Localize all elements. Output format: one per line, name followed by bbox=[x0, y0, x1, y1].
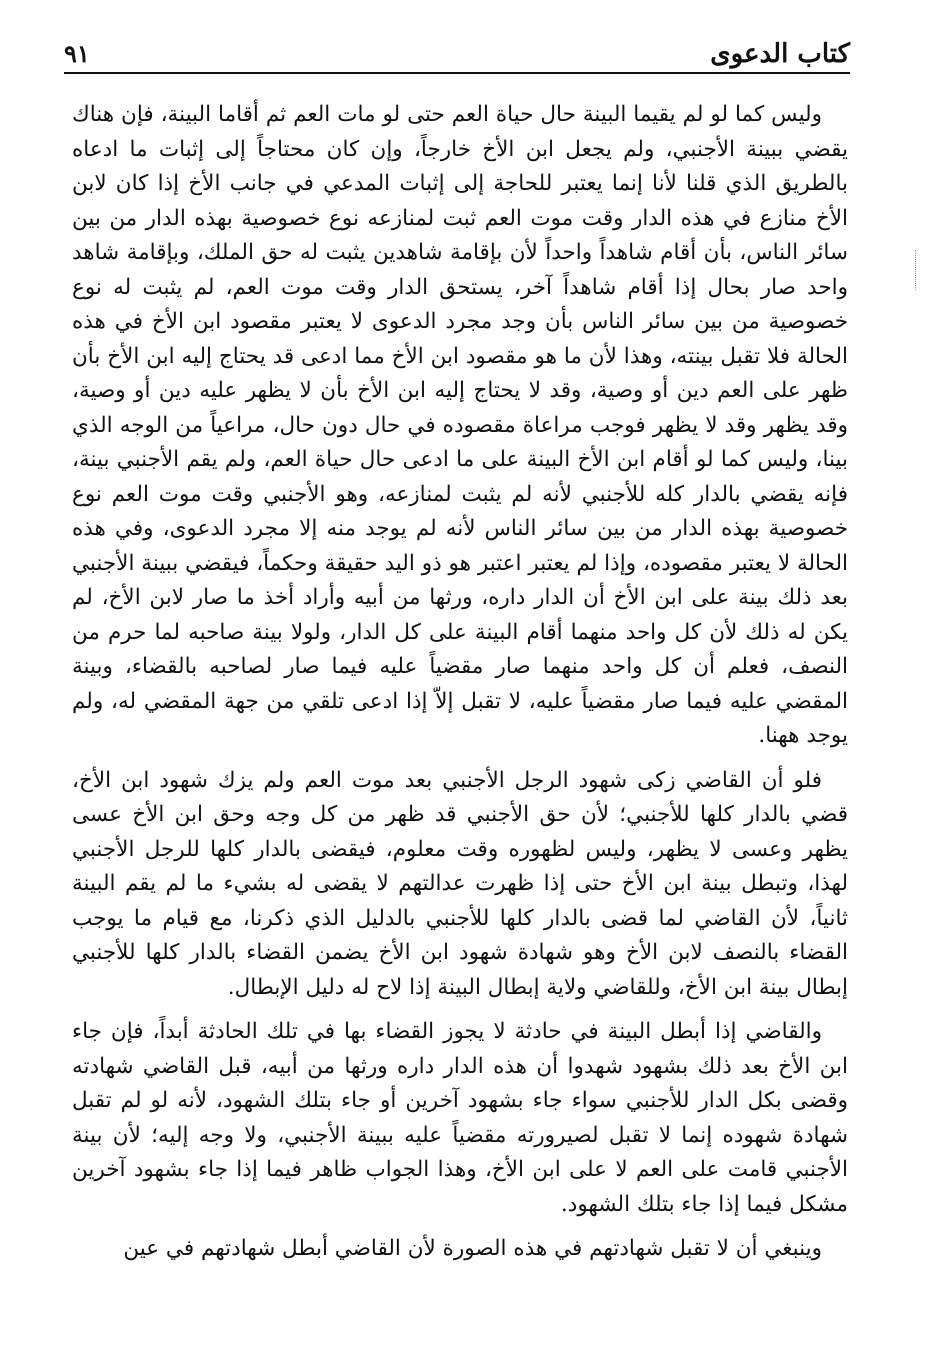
body-text bbox=[72, 98, 848, 1267]
running-title: كتاب الدعوى bbox=[710, 39, 850, 69]
paragraph-4: وينبغي أن لا تقبل شهادتهم في هذه الصورة لأن القاضي أبطل شهادتهم في عين bbox=[123, 1236, 822, 1261]
paragraph-1: وليس كما لو لم يقيما البينة حال حياة العم حتى لو مات العم ثم أقاما البينة، فإن هناك يقضي ببينة الأجنبي، ولم يجعل ابن الأخ خارجاً، وإن كان محتاجاً إلى إثبات ما ادعاه بالطريق الذي قلنا لأنا إنما يعتبر للحاجة إلى إثبات المدعي في جانب الأخ إذا كان لابن الأخ منازع في هذه الدار وقت موت العم ثبت لمنازعه نوع خصوصية بهذه الدار من بين سائر الناس، بأن أقام شاهداً واحداً لأن بإقامة شاهدين يثبت له حق الملك، وبإقامة شاهد واحد صار بحال إذا أقام شاهداً آخر، يستحق الدار وقت موت العم، لم يثبت له نوع خصوصية من بين سائر الناس بأن وجد مجرد الدعوى لا يعتبر مقصود ابن الأخ في هذه الحالة فلا تقبل بينته، وهذا لأن ما هو مقصود ابن الأخ مما ادعى قد يحتاج إليه ابن الأخ بأن ظهر على العم دين أو وصية، وقد لا يحتاج إليه ابن الأخ بأن لا يظهر عليه دين أو وصية، وقد يظهر وقد لا يظهر فوجب مراعاة مقصوده في حال دون حال، مراعياً من الوجه الذي بينا، وليس كما لو أقام ابن الأخ البينة على ما ادعى حال حياة العم، ولم يقم الأجنبي بينة، فإنه يقضي بالدار كله للأجنبي لأنه لم يثبت لمنازعه، وهو الأجنبي وقت موت العم نوع خصوصية بهذه الدار من بين سائر الناس لأنه لم يوجد منه إلا مجرد الدعوى، وفي هذه الحالة لا يعتبر مقصوده، وإذا لم يعتبر اعتبر هو ذو اليد حقيقة وحكماً، فيقضي ببينة الأجنبي بعد ذلك بينة على ابن الأخ أن الدار داره، ورثها من أبيه وأراد أخذ ما صار لابن الأخ، لم يكن له ذلك لأن كل واحد منهما أقام البينة على كل الدار، ولولا بينة صاحبه لما حرم من النصف، فعلم أن كل واحد منهما صار مقضياً عليه فيما صار لصاحبه بالقضاء، وبينة المقضي عليه فيما صار مقضياً عليه، لا تقبل إلاّ إذا ادعى تلقي من جهة المقضي له، ولم يوجد ههنا. bbox=[72, 102, 849, 748]
paragraph-3: والقاضي إذا أبطل البينة في حادثة لا يجوز القضاء بها في تلك الحادثة أبداً، فإن جاء ابن الأخ بعد ذلك بشهود شهدوا أن هذه الدار داره ورثها من أبيه، قبل القاضي شهادته وقضى بكل الدار للأجنبي سواء جاء بشهود آخرين أو جاء بتلك الشهود، لأنه لو لم تقبل شهادة شهوده إنما لا تقبل لصيرورته مقضياً عليه ببينة الأجنبي، ولا وجه إليه؛ لأن بينة الأجنبي قامت على العم لا على ابن الأخ، وهذا الجواب ظاهر فيما إذا جاء بشهود آخرين مشكل فيما إذا جاء بتلك الشهود. bbox=[72, 1019, 848, 1217]
margin-scan-mark bbox=[915, 250, 919, 290]
paragraph-2: فلو أن القاضي زكى شهود الرجل الأجنبي بعد موت العم ولم يزك شهود ابن الأخ، قضي بالدار كلها للأجنبي؛ لأن حق الأجنبي قد ظهر من كل وجه وحق ابن الأخ عسى يظهر وعسى لا يظهر، وليس لظهوره وقت معلوم، فيقضى بالدار كلها للرجل الأجنبي لهذا، وتبطل بينة ابن الأخ حتى إذا ظهرت عدالتهم لا يقضى له بشيء ما لم يقم البينة ثانياً، لأن القاضي لما قضى بالدار كلها للأجنبي بالدليل الذي ذكرنا، مع قيام ما يوجب القضاء بالنصف لابن الأخ وهو شهادة شهود ابن الأخ يضمن القضاء بالدار كلها للأجنبي إبطال بينة ابن الأخ، وللقاضي ولاية إبطال البينة إذا لاح له دليل الإبطال. bbox=[72, 767, 848, 1000]
page-number: ٩١ bbox=[64, 39, 90, 68]
page-header bbox=[64, 36, 850, 74]
